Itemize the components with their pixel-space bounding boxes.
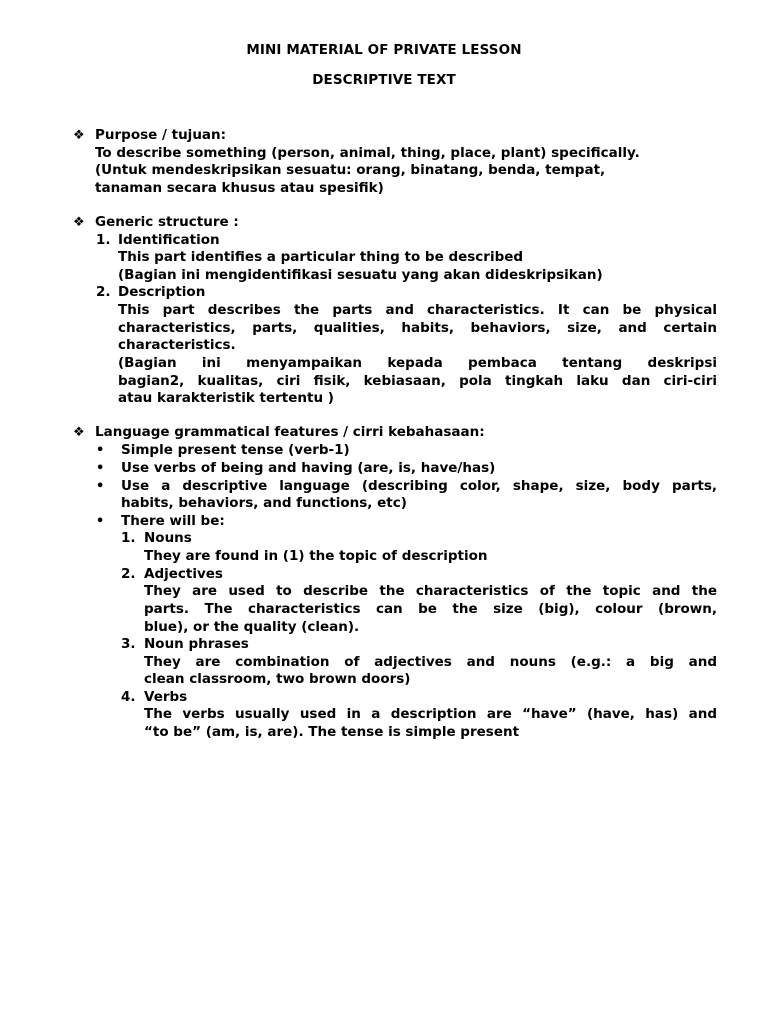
bullet-icon: • bbox=[96, 514, 105, 529]
feature-bullet-text: habits, behaviors, and functions, etc) bbox=[121, 495, 407, 511]
feature-bullet-text: There will be: bbox=[121, 513, 225, 529]
structure-item-line: (Bagian ini menyampaikan kepada pembaca tentang deskripsi bbox=[118, 355, 717, 371]
features-heading: Language grammatical features / cirri kebahasaan: bbox=[95, 424, 485, 440]
sub-item-line: The verbs usually used in a description are “have” (have, has) and bbox=[144, 706, 717, 722]
structure-heading: Generic structure : bbox=[95, 214, 239, 230]
structure-item-line: This part describes the parts and characteristics. It can be physical bbox=[118, 302, 717, 318]
bullet-icon: • bbox=[96, 443, 105, 458]
sub-item-line: They are combination of adjectives and nouns (e.g.: a big and bbox=[144, 654, 717, 670]
sub-item-line: “to be” (am, is, are). The tense is simple present bbox=[144, 724, 520, 740]
bullet-icon: • bbox=[96, 479, 105, 494]
structure-item-title: Identification bbox=[118, 232, 220, 248]
feature-bullet-text: Simple present tense (verb-1) bbox=[121, 442, 350, 458]
sub-item-number: 2. bbox=[121, 566, 136, 582]
feature-bullet-text: Use verbs of being and having (are, is, have/has) bbox=[121, 460, 496, 476]
structure-item-line: atau karakteristik tertentu ) bbox=[118, 390, 334, 406]
feature-bullet-text: Use a descriptive language (describing color, shape, size, body parts, bbox=[121, 478, 717, 494]
sub-item-number: 4. bbox=[121, 689, 136, 705]
structure-item-line: This part identifies a particular thing to be described bbox=[118, 249, 524, 265]
document-subtitle: DESCRIPTIVE TEXT bbox=[312, 72, 456, 88]
structure-item-number: 2. bbox=[96, 284, 111, 300]
structure-item-line: characteristics, parts, qualities, habits, behaviors, size, and certain bbox=[118, 320, 717, 336]
sub-item-title: Nouns bbox=[144, 530, 192, 546]
structure-item-number: 1. bbox=[96, 232, 111, 248]
purpose-line: (Untuk mendeskripsikan sesuatu: orang, binatang, benda, tempat, bbox=[95, 162, 606, 178]
diamond-bullet-icon: ❖ bbox=[73, 128, 85, 143]
structure-item-line: (Bagian ini mengidentifikasi sesuatu yang akan dideskripsikan) bbox=[118, 267, 603, 283]
sub-item-title: Adjectives bbox=[144, 566, 223, 582]
sub-item-line: clean classroom, two brown doors) bbox=[144, 671, 411, 687]
structure-item-line: bagian2, kualitas, ciri fisik, kebiasaan, pola tingkah laku dan ciri-ciri bbox=[118, 373, 717, 389]
diamond-bullet-icon: ❖ bbox=[73, 425, 85, 440]
sub-item-line: They are found in (1) the topic of description bbox=[144, 548, 488, 564]
purpose-line: tanaman secara khusus atau spesifik) bbox=[95, 180, 384, 196]
sub-item-line: They are used to describe the characteristics of the topic and the bbox=[144, 583, 717, 599]
sub-item-title: Noun phrases bbox=[144, 636, 249, 652]
bullet-icon: • bbox=[96, 461, 105, 476]
diamond-bullet-icon: ❖ bbox=[73, 215, 85, 230]
document-title: MINI MATERIAL OF PRIVATE LESSON bbox=[246, 42, 522, 58]
structure-item-line: characteristics. bbox=[118, 337, 236, 353]
purpose-line: To describe something (person, animal, thing, place, plant) specifically. bbox=[95, 145, 640, 161]
sub-item-number: 1. bbox=[121, 530, 136, 546]
sub-item-line: blue), or the quality (clean). bbox=[144, 619, 360, 635]
sub-item-title: Verbs bbox=[144, 689, 188, 705]
structure-item-title: Description bbox=[118, 284, 206, 300]
sub-item-number: 3. bbox=[121, 636, 136, 652]
sub-item-line: parts. The characteristics can be the size (big), colour (brown, bbox=[144, 601, 717, 617]
purpose-heading: Purpose / tujuan: bbox=[95, 127, 227, 143]
